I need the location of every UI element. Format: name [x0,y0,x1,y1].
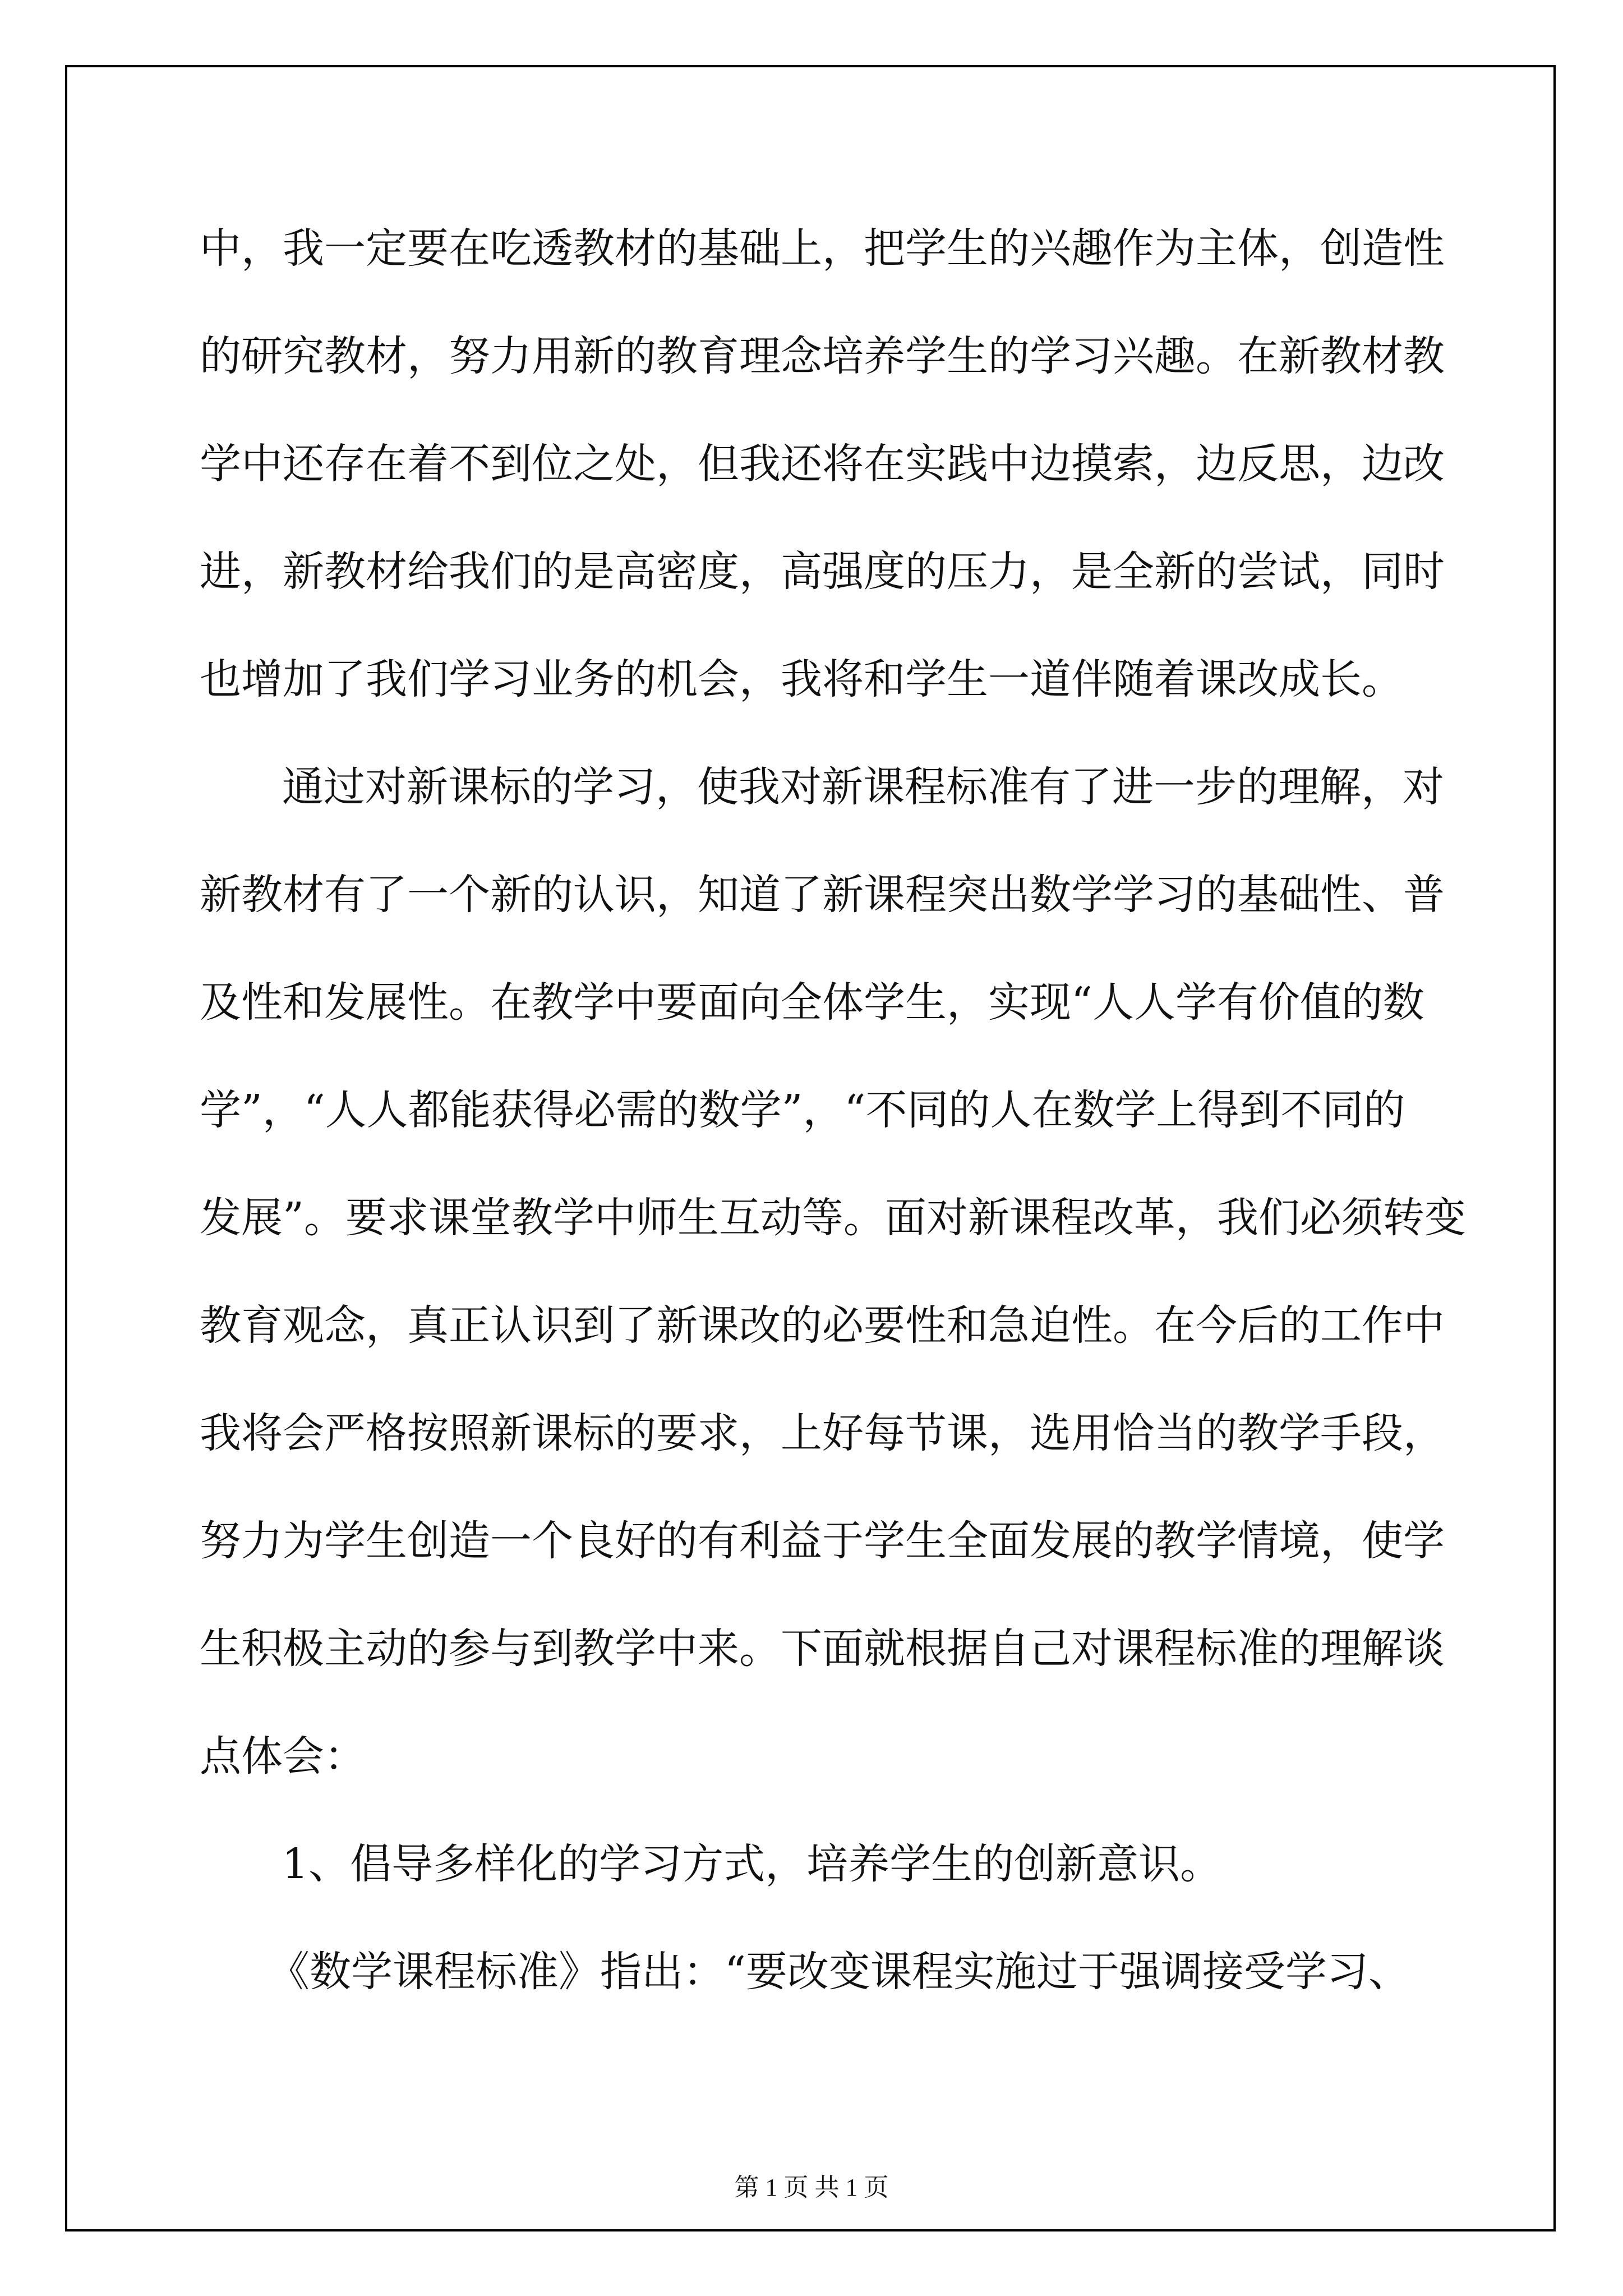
text-line [0,1938,1623,2005]
text-line [0,323,1623,390]
page-border [65,65,1556,2231]
text-line [0,861,1623,928]
text-line [0,1400,1623,1467]
page-footer: 第 1 页 共 1 页 [734,2174,889,2201]
text-line-content: 努力为学生创造一个良好的有利益于学生全面发展的教学情境，使学 [200,1517,1445,1565]
text-line [0,430,1623,498]
text-line-content: 教育观念，真正认识到了新课改的必要性和急迫性。在今后的工作中 [200,1301,1445,1350]
text-line-content: 我将会严格按照新课标的要求，上好每节课，选用恰当的教学手段， [200,1409,1445,1457]
text-line-content: 中，我一定要在吃透教材的基础上，把学生的兴趣作为主体，创造性 [200,224,1445,273]
text-line [0,215,1623,282]
text-line-content: 点体会： [200,1732,366,1780]
text-line-content: 1、倡导多样化的学习方式，培养学生的创新意识。 [282,1840,1222,1888]
text-line [0,1723,1623,1790]
text-line-content: 进，新教材给我们的是高密度，高强度的压力，是全新的尝试，同时 [200,547,1445,596]
text-line-content: 的研究教材，努力用新的教育理念培养学生的学习兴趣。在新教材教 [200,332,1445,380]
text-line [0,1184,1623,1251]
text-line [0,1830,1623,1898]
text-line-content: 及性和发展性。在教学中要面向全体学生，实现“人人学有价值的数 [200,978,1424,1027]
text-line-content: 生积极主动的参与到教学中来。下面就根据自己对课程标准的理解谈 [200,1625,1445,1673]
text-line-content: 新教材有了一个新的认识，知道了新课程突出数学学习的基础性、普 [200,871,1445,919]
text-line [0,969,1623,1036]
text-line [0,1292,1623,1359]
text-line [0,538,1623,605]
text-line-content: 发展”。要求课堂教学中师生互动等。面对新课程改革，我们必须转变 [200,1194,1466,1242]
text-line-content: 《数学课程标准》指出：“要改变课程实施过于强调接受学习、 [268,1948,1410,1996]
text-line-content: 学”，“人人都能获得必需的数学”，“不同的人在数学上得到不同的 [200,1086,1405,1134]
text-line [0,753,1623,821]
text-line [0,646,1623,713]
text-line-content: 也增加了我们学习业务的机会，我将和学生一道伴随着课改成长。 [200,655,1403,703]
text-line [0,1615,1623,1682]
text-line-content: 通过对新课标的学习，使我对新课程标准有了进一步的理解，对 [282,763,1444,811]
text-line [0,1076,1623,1144]
text-line-content: 学中还存在着不到位之处，但我还将在实践中边摸索，边反思，边改 [200,440,1445,488]
text-line [0,1507,1623,1575]
